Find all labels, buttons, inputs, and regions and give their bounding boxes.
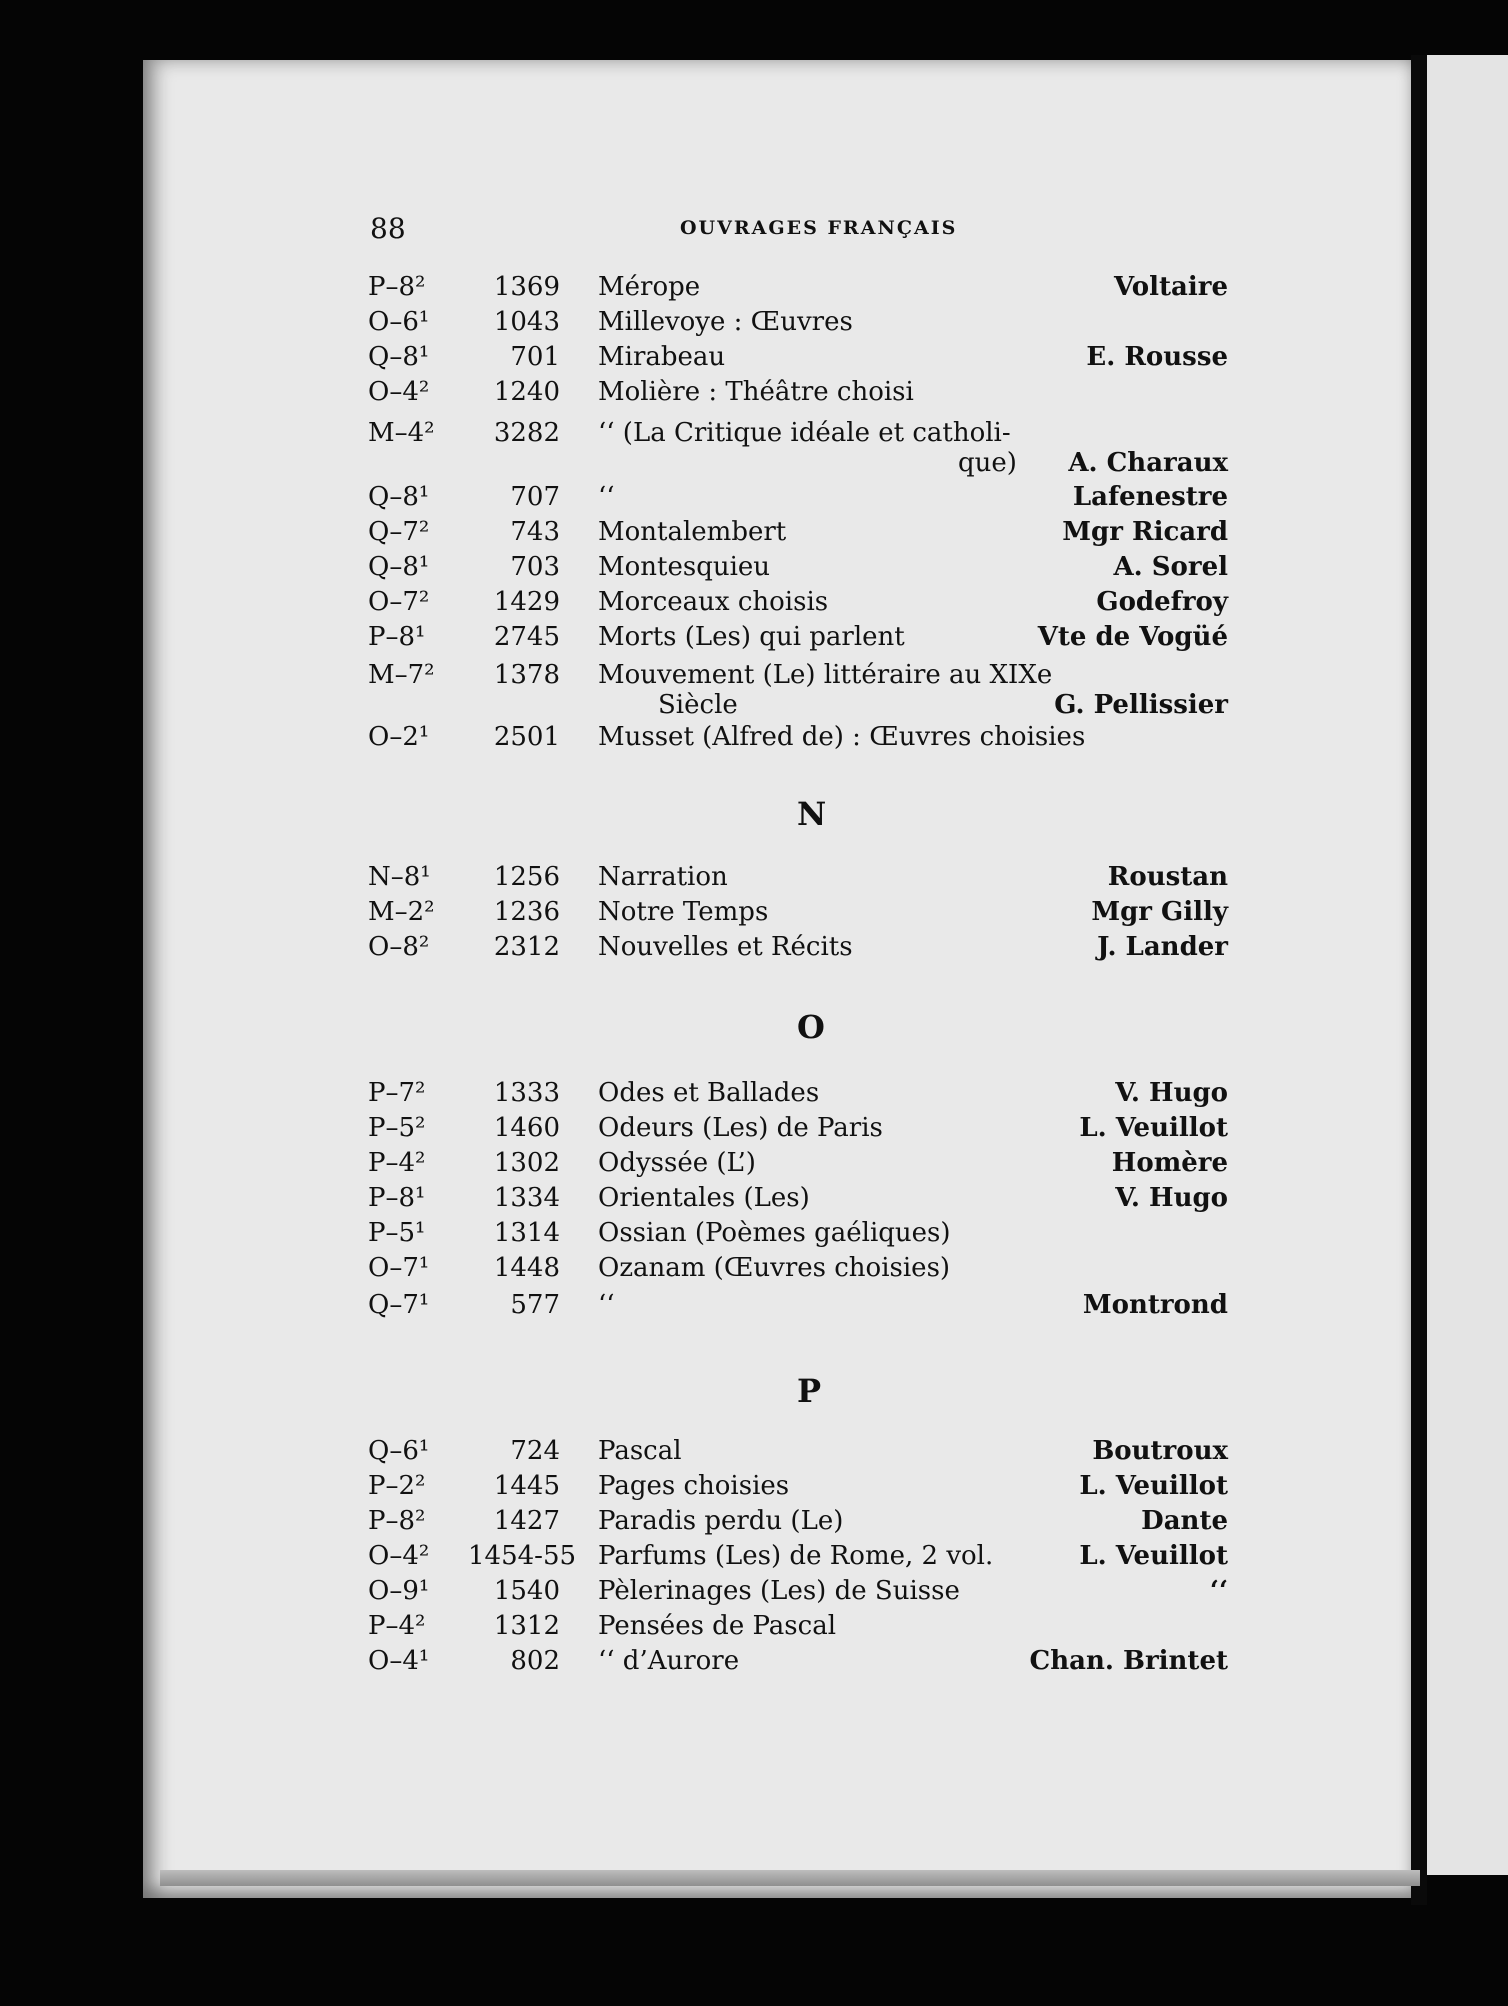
- work-title: Odyssée (L’): [598, 1148, 756, 1178]
- catalogue-row: [368, 272, 1228, 308]
- work-title: Montesquieu: [598, 552, 771, 582]
- catalogue-row: [368, 1078, 1228, 1114]
- shelf-location: M–4²: [368, 418, 435, 448]
- catalogue-row: [368, 660, 1228, 720]
- catalogue-number: 1043: [493, 307, 560, 337]
- catalogue-number: 1445: [493, 1471, 560, 1501]
- catalogue-row: [368, 517, 1228, 553]
- shelf-location: Q–8¹: [368, 482, 430, 512]
- catalogue-row: [368, 1471, 1228, 1507]
- catalogue-number: 703: [510, 552, 560, 582]
- author-name: V. Hugo: [1115, 1078, 1228, 1108]
- catalogue-number: 1540: [493, 1576, 560, 1606]
- author-name: ‘‘: [1209, 1576, 1228, 1606]
- facing-page-edge: [1427, 55, 1508, 1875]
- work-title: Morceaux choisis: [598, 587, 829, 617]
- shelf-location: M–2²: [368, 897, 435, 927]
- catalogue-row: [368, 307, 1228, 343]
- work-title: Musset (Alfred de) : Œuvres choisies: [598, 722, 1086, 752]
- shelf-location: O–7¹: [368, 1253, 430, 1283]
- work-title: Mouvement (Le) littéraire au XIXe: [598, 660, 1053, 690]
- catalogue-row: [368, 1148, 1228, 1184]
- author-name: Boutroux: [1092, 1436, 1228, 1466]
- page-bottom-edge: [160, 1870, 1420, 1886]
- shelf-location: M–7²: [368, 660, 435, 690]
- catalogue-number: 2501: [493, 722, 560, 752]
- author-name: Dante: [1141, 1506, 1228, 1536]
- catalogue-number: 1236: [493, 897, 560, 927]
- catalogue-number: 2745: [493, 622, 560, 652]
- page-gutter: [1411, 55, 1427, 1905]
- catalogue-number: 577: [510, 1290, 560, 1320]
- catalogue-number: 701: [510, 342, 560, 372]
- shelf-location: P–8¹: [368, 622, 426, 652]
- catalogue-number: 1427: [493, 1506, 560, 1536]
- catalogue-row: [368, 342, 1228, 378]
- author-name: L. Veuillot: [1079, 1541, 1228, 1571]
- catalogue-row: [368, 1253, 1228, 1289]
- catalogue-number: 1256: [493, 862, 560, 892]
- author-name: Godefroy: [1096, 587, 1228, 617]
- shelf-location: P–8²: [368, 272, 426, 302]
- work-title: Pensées de Pascal: [598, 1611, 837, 1641]
- catalogue-row: [368, 1541, 1228, 1577]
- catalogue-row: [368, 622, 1228, 658]
- shelf-location: P–5²: [368, 1113, 426, 1143]
- catalogue-row: [368, 722, 1228, 758]
- shelf-location: Q–8¹: [368, 342, 430, 372]
- work-title: Orientales (Les): [598, 1183, 810, 1213]
- catalogue-number: 1369: [493, 272, 560, 302]
- work-title: Pages choisies: [598, 1471, 790, 1501]
- shelf-location: P–8²: [368, 1506, 426, 1536]
- catalogue-number: 1302: [493, 1148, 560, 1178]
- catalogue-number: 3282: [493, 418, 560, 448]
- shelf-location: O–4²: [368, 1541, 430, 1571]
- catalogue-row: [368, 482, 1228, 518]
- work-title: Pascal: [598, 1436, 682, 1466]
- catalogue-row: [368, 1290, 1228, 1326]
- author-name: V. Hugo: [1115, 1183, 1228, 1213]
- work-title: Paradis perdu (Le): [598, 1506, 844, 1536]
- shelf-location: Q–7²: [368, 517, 430, 547]
- work-title: Narration: [598, 862, 728, 892]
- shelf-location: O–4²: [368, 377, 430, 407]
- catalogue-row: [368, 932, 1228, 968]
- work-title: Notre Temps: [598, 897, 769, 927]
- catalogue-row: [368, 1183, 1228, 1219]
- author-name: G. Pellissier: [1054, 690, 1228, 720]
- shelf-location: P–5¹: [368, 1218, 426, 1248]
- catalogue-row: [368, 1218, 1228, 1254]
- work-title: Odes et Ballades: [598, 1078, 820, 1108]
- work-title: Nouvelles et Récits: [598, 932, 853, 962]
- catalogue-number: 1460: [493, 1113, 560, 1143]
- work-title: Morts (Les) qui parlent: [598, 622, 905, 652]
- work-title: Parfums (Les) de Rome, 2 vol.: [598, 1541, 994, 1571]
- shelf-location: O–6¹: [368, 307, 430, 337]
- catalogue-number: 802: [510, 1646, 560, 1676]
- shelf-location: P–4²: [368, 1148, 426, 1178]
- shelf-location: Q–6¹: [368, 1436, 430, 1466]
- catalogue-number: 1314: [493, 1218, 560, 1248]
- catalogue-row: [368, 1436, 1228, 1472]
- section-letter-n: N: [797, 795, 827, 833]
- shelf-location: O–7²: [368, 587, 430, 617]
- work-title: Mirabeau: [598, 342, 726, 372]
- work-title: Mérope: [598, 272, 701, 302]
- shelf-location: Q–8¹: [368, 552, 430, 582]
- shelf-location: Q–7¹: [368, 1290, 430, 1320]
- author-name: A. Sorel: [1113, 552, 1228, 582]
- author-name: Montrond: [1082, 1290, 1228, 1320]
- work-title: ‘‘ (La Critique idéale et catholi-: [598, 418, 1011, 448]
- work-title: ‘‘ d’Aurore: [598, 1646, 740, 1676]
- work-title: ‘‘: [598, 1290, 615, 1320]
- author-name: J. Lander: [1097, 932, 1228, 962]
- catalogue-number: 2312: [493, 932, 560, 962]
- author-name: Mgr Ricard: [1062, 517, 1228, 547]
- catalogue-number: 1334: [493, 1183, 560, 1213]
- work-title: Ozanam (Œuvres choisies): [598, 1253, 951, 1283]
- catalogue-number: 1333: [493, 1078, 560, 1108]
- page-number: 88: [370, 212, 406, 245]
- running-title: OUVRAGES FRANÇAIS: [680, 217, 958, 239]
- catalogue-number: 724: [510, 1436, 560, 1466]
- author-name: Chan. Brintet: [1029, 1646, 1228, 1676]
- catalogue-row: [368, 552, 1228, 588]
- author-name: Mgr Gilly: [1091, 897, 1228, 927]
- catalogue-row: [368, 897, 1228, 933]
- work-title: Ossian (Poèmes gaéliques): [598, 1218, 951, 1248]
- section-letter-p: P: [797, 1372, 822, 1410]
- shelf-location: O–4¹: [368, 1646, 430, 1676]
- catalogue-number: 707: [510, 482, 560, 512]
- catalogue-row: [368, 1611, 1228, 1647]
- shelf-location: P–7²: [368, 1078, 426, 1108]
- author-name: Roustan: [1107, 862, 1228, 892]
- section-letter-o: O: [797, 1008, 825, 1046]
- catalogue-number: 1429: [493, 587, 560, 617]
- catalogue-row: [368, 1576, 1228, 1612]
- catalogue-row: [368, 418, 1228, 478]
- author-name: E. Rousse: [1086, 342, 1228, 372]
- work-title: Millevoye : Œuvres: [598, 307, 853, 337]
- catalogue-row: [368, 1113, 1228, 1149]
- author-name: A. Charaux: [1068, 448, 1228, 478]
- catalogue-row: [368, 862, 1228, 898]
- catalogue-row: [368, 1506, 1228, 1542]
- work-title: Montalembert: [598, 517, 787, 547]
- shelf-location: P–2²: [368, 1471, 426, 1501]
- work-title: Pèlerinages (Les) de Suisse: [598, 1576, 960, 1606]
- shelf-location: N–8¹: [368, 862, 431, 892]
- title-continuation: que): [958, 448, 1017, 478]
- work-title: ‘‘: [598, 482, 615, 512]
- catalogue-number: 1378: [493, 660, 560, 690]
- catalogue-number: 1454-55: [468, 1541, 577, 1571]
- catalogue-number: 1312: [493, 1611, 560, 1641]
- shelf-location: O–2¹: [368, 722, 430, 752]
- catalogue-row: [368, 1646, 1228, 1682]
- catalogue-row: [368, 587, 1228, 623]
- catalogue-row: [368, 377, 1228, 413]
- author-name: Voltaire: [1114, 272, 1228, 302]
- shelf-location: P–8¹: [368, 1183, 426, 1213]
- work-title: Odeurs (Les) de Paris: [598, 1113, 883, 1143]
- shelf-location: O–8²: [368, 932, 430, 962]
- title-continuation: Siècle: [658, 690, 738, 720]
- catalogue-number: 1448: [493, 1253, 560, 1283]
- shelf-location: P–4²: [368, 1611, 426, 1641]
- catalogue-number: 1240: [493, 377, 560, 407]
- catalogue-number: 743: [510, 517, 560, 547]
- shelf-location: O–9¹: [368, 1576, 430, 1606]
- author-name: Lafenestre: [1072, 482, 1228, 512]
- author-name: Vte de Vogüé: [1037, 622, 1228, 652]
- author-name: L. Veuillot: [1079, 1471, 1228, 1501]
- author-name: Homère: [1111, 1148, 1228, 1178]
- author-name: L. Veuillot: [1079, 1113, 1228, 1143]
- work-title: Molière : Théâtre choisi: [598, 377, 914, 407]
